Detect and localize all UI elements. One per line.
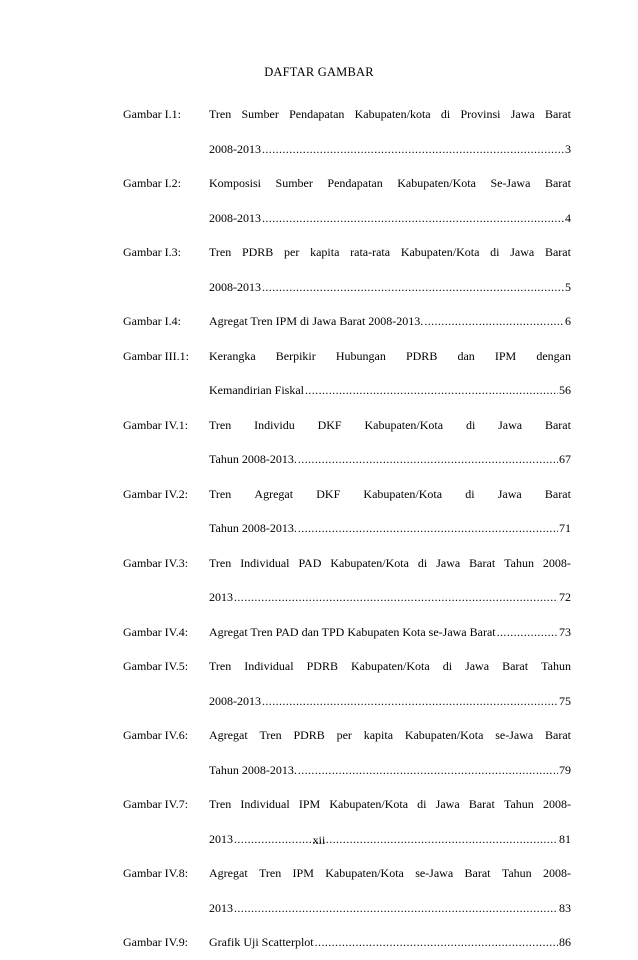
caption-word: Agregat — [209, 728, 248, 742]
caption-last-line — [209, 132, 571, 167]
caption-word: dan — [457, 348, 475, 363]
figure-caption — [209, 235, 571, 304]
figure-label: Gambar III.1: — [123, 348, 189, 363]
figure-list — [123, 97, 571, 960]
caption-word: Tren — [209, 797, 232, 811]
caption-text: 2008-2013 — [209, 693, 261, 708]
caption-word: DKF — [316, 486, 341, 501]
page-reference[interactable]: 73 — [559, 624, 571, 639]
dot-leader — [234, 580, 558, 615]
caption-word: Komposisi — [209, 176, 262, 190]
caption-word: Kabupaten/Kota — [330, 555, 409, 570]
figure-entry[interactable] — [123, 235, 571, 304]
figure-label: Gambar IV.1: — [123, 417, 189, 432]
page-number: xii — [312, 833, 326, 847]
figure-caption — [209, 718, 571, 787]
caption-text: 2008-2013 — [209, 279, 261, 294]
caption-word: Tren — [209, 107, 232, 121]
caption-word: Barat — [544, 417, 571, 432]
figure-label: Gambar I.4: — [123, 314, 181, 328]
caption-line — [209, 235, 571, 270]
caption-word: Pendapatan — [289, 107, 345, 121]
figure-entry[interactable] — [123, 339, 571, 408]
caption-word: Pendapatan — [327, 176, 383, 190]
caption-line — [209, 166, 571, 201]
caption-word: se-Jawa — [495, 728, 534, 742]
figure-entry[interactable] — [123, 615, 571, 650]
caption-text: Agregat Tren IPM di Jawa Barat 2008-2013. — [209, 314, 424, 328]
figure-caption — [209, 615, 571, 650]
caption-text: Grafik Uji Scatterplot — [209, 935, 314, 949]
page-reference[interactable]: 4 — [565, 210, 571, 225]
page-reference[interactable]: 83 — [559, 900, 571, 915]
caption-word: Tren — [259, 728, 282, 742]
caption-word: Barat — [544, 176, 571, 190]
caption-word: per — [336, 728, 352, 742]
caption-word: Kabupaten/Kota — [404, 728, 484, 742]
dot-leader — [424, 304, 564, 339]
caption-word: per — [284, 245, 300, 259]
caption-word: PAD — [298, 555, 322, 570]
caption-word: 2008- — [542, 797, 571, 811]
caption-word: Kabupaten/Kota — [325, 866, 404, 880]
caption-word: Tahun — [503, 797, 534, 811]
caption-word: se-Jawa — [415, 866, 454, 880]
caption-word: Provinsi — [460, 107, 501, 121]
figure-entry[interactable] — [123, 649, 571, 718]
dot-leader — [298, 442, 558, 477]
caption-word: Jawa — [510, 107, 535, 121]
caption-word: dengan — [536, 348, 571, 363]
caption-word: Barat — [544, 245, 571, 259]
caption-text: Tahun 2008-2013. — [209, 762, 297, 777]
caption-word: Jawa — [497, 486, 522, 501]
figure-entry[interactable] — [123, 925, 571, 960]
caption-last-line — [209, 270, 571, 305]
page-reference[interactable]: 5 — [565, 279, 571, 294]
caption-word: Jawa — [436, 555, 461, 570]
page-reference[interactable]: 72 — [559, 590, 571, 604]
dot-leader — [262, 684, 558, 719]
caption-word: Barat — [544, 107, 571, 121]
caption-line — [209, 787, 571, 822]
caption-word: Tren — [209, 417, 232, 432]
figure-caption — [209, 97, 571, 166]
caption-word: Barat — [469, 555, 496, 570]
caption-line — [209, 408, 571, 443]
caption-line — [209, 477, 571, 512]
page-reference[interactable]: 71 — [559, 521, 571, 535]
caption-word: Tren — [258, 866, 282, 880]
figure-caption — [209, 408, 571, 477]
caption-word: Jawa — [498, 417, 523, 432]
page-reference[interactable]: 3 — [565, 141, 571, 156]
caption-word: kapita — [310, 245, 340, 259]
figure-caption — [209, 925, 571, 960]
dot-leader — [262, 132, 564, 167]
caption-word: Individu — [254, 417, 295, 432]
caption-text: 2013 — [209, 590, 233, 604]
caption-word: Berpikir — [275, 348, 316, 363]
caption-word: Agregat — [254, 486, 294, 501]
page-reference[interactable]: 81 — [559, 831, 571, 846]
caption-word: IPM — [292, 866, 314, 880]
caption-word: Jawa — [435, 797, 460, 811]
figure-caption — [209, 166, 571, 235]
figure-label: Gambar I.2: — [123, 176, 181, 190]
caption-text: Tahun 2008-2013. — [209, 521, 297, 535]
figure-label: Gambar IV.7: — [123, 797, 189, 811]
caption-word: di — [417, 555, 428, 570]
caption-word: Jawa — [465, 659, 490, 673]
page-reference[interactable]: 79 — [559, 762, 571, 777]
figure-label: Gambar IV.3: — [123, 555, 189, 570]
caption-text: 2013 — [209, 900, 233, 915]
caption-text: 2013 — [209, 831, 233, 846]
figure-label: Gambar IV.4: — [123, 624, 189, 639]
caption-word: di — [440, 107, 451, 121]
caption-last-line — [209, 580, 571, 615]
caption-last-line — [209, 753, 571, 788]
caption-word: PDRB — [306, 659, 338, 673]
caption-word: Tren — [209, 486, 232, 501]
figure-caption — [209, 856, 571, 925]
caption-word: di — [465, 486, 475, 501]
figure-entry[interactable] — [123, 477, 571, 546]
caption-last-line — [209, 925, 571, 960]
caption-word: PDRB — [241, 245, 274, 259]
figure-label: Gambar IV.8: — [123, 866, 189, 880]
caption-word: PDRB — [405, 348, 438, 363]
caption-line — [209, 546, 571, 581]
figure-caption — [209, 304, 571, 339]
caption-last-line — [209, 891, 571, 926]
caption-word: Kerangka — [209, 348, 256, 363]
caption-text: 2008-2013 — [209, 141, 261, 156]
dot-leader — [298, 511, 558, 546]
caption-word: Jawa — [510, 245, 535, 259]
caption-last-line — [209, 304, 571, 339]
caption-word: Kabupaten/kota — [354, 107, 431, 121]
caption-word: PDRB — [293, 728, 325, 742]
caption-word: Kabupaten/Kota — [397, 176, 476, 190]
caption-word: Barat — [545, 728, 571, 742]
caption-word: DKF — [317, 417, 342, 432]
caption-word: di — [465, 417, 476, 432]
caption-last-line — [209, 684, 571, 719]
figure-caption — [209, 546, 571, 615]
figure-label: Gambar IV.5: — [123, 659, 189, 673]
page-title: DAFTAR GAMBAR — [264, 65, 374, 79]
caption-word: IPM — [298, 797, 321, 811]
caption-word: 2008- — [542, 555, 571, 570]
dot-leader — [262, 270, 564, 305]
caption-word: rata-rata — [350, 245, 391, 259]
caption-last-line — [209, 373, 571, 408]
figure-entry[interactable] — [123, 718, 571, 787]
caption-line — [209, 649, 571, 684]
page-reference[interactable]: 56 — [559, 383, 571, 397]
caption-last-line — [209, 442, 571, 477]
page-reference[interactable]: 67 — [559, 452, 571, 466]
figure-caption — [209, 339, 571, 408]
caption-text: Agregat Tren PAD dan TPD Kabupaten Kota se-Jawa Barat — [209, 624, 496, 639]
caption-word: Individual — [244, 659, 294, 673]
caption-word: Sumber — [241, 107, 279, 121]
caption-line — [209, 339, 571, 374]
caption-word: Kabupaten/Kota — [400, 245, 480, 259]
caption-word: di — [417, 797, 427, 811]
figure-entry[interactable] — [123, 304, 571, 339]
dot-leader — [497, 615, 558, 650]
caption-text: 2008-2013 — [209, 210, 261, 225]
caption-word: Individual — [240, 555, 290, 570]
caption-word: Tren — [209, 555, 232, 570]
caption-word: Tahun — [504, 555, 534, 570]
caption-text: Tahun 2008-2013. — [209, 452, 297, 466]
caption-word: Kabupaten/Kota — [329, 797, 409, 811]
caption-word: Individual — [240, 797, 290, 811]
caption-last-line — [209, 615, 571, 650]
caption-word: Agregat — [209, 866, 248, 880]
dot-leader — [234, 891, 558, 926]
caption-word: Barat — [544, 486, 571, 501]
figure-caption — [209, 477, 571, 546]
caption-word: IPM — [494, 348, 517, 363]
caption-word: Se-Jawa — [490, 176, 531, 190]
figure-label: Gambar I.3: — [123, 245, 181, 259]
caption-word: 2008- — [542, 866, 571, 880]
page-reference[interactable]: 6 — [565, 314, 571, 328]
dot-leader — [305, 373, 558, 408]
caption-line — [209, 856, 571, 891]
caption-word: Sumber — [275, 176, 313, 190]
figure-entry[interactable] — [123, 546, 571, 615]
figure-label: Gambar IV.2: — [123, 486, 189, 501]
caption-word: kapita — [363, 728, 394, 742]
dot-leader — [262, 201, 564, 236]
caption-word: di — [490, 245, 500, 259]
caption-word: Barat — [502, 659, 529, 673]
caption-word: Barat — [468, 797, 495, 811]
page-reference[interactable]: 75 — [559, 693, 571, 708]
caption-word: Tahun — [541, 659, 571, 673]
figure-entry[interactable] — [123, 97, 571, 166]
dot-leader — [315, 925, 558, 960]
figure-entry[interactable] — [123, 856, 571, 925]
caption-last-line — [209, 511, 571, 546]
caption-word: Hubungan — [335, 348, 386, 363]
figure-label: Gambar I.1: — [123, 107, 181, 121]
figure-label: Gambar IV.6: — [123, 728, 189, 742]
caption-word: Barat — [464, 866, 491, 880]
caption-text: Kemandirian Fiskal — [209, 383, 304, 397]
figure-label: Gambar IV.9: — [123, 935, 189, 949]
caption-last-line — [209, 201, 571, 236]
figure-entry[interactable] — [123, 408, 571, 477]
caption-word: Tren — [209, 659, 232, 673]
figure-entry[interactable] — [123, 166, 571, 235]
page-reference[interactable]: 86 — [559, 935, 571, 949]
dot-leader — [298, 753, 558, 788]
caption-word: Tren — [209, 245, 232, 259]
caption-word: di — [442, 659, 453, 673]
caption-word: Tahun — [501, 866, 532, 880]
caption-word: Kabupaten/Kota — [351, 659, 430, 673]
caption-word: Kabupaten/Kota — [363, 486, 443, 501]
caption-line — [209, 718, 571, 753]
caption-line — [209, 97, 571, 132]
figure-caption — [209, 649, 571, 718]
caption-word: Kabupaten/Kota — [364, 417, 444, 432]
